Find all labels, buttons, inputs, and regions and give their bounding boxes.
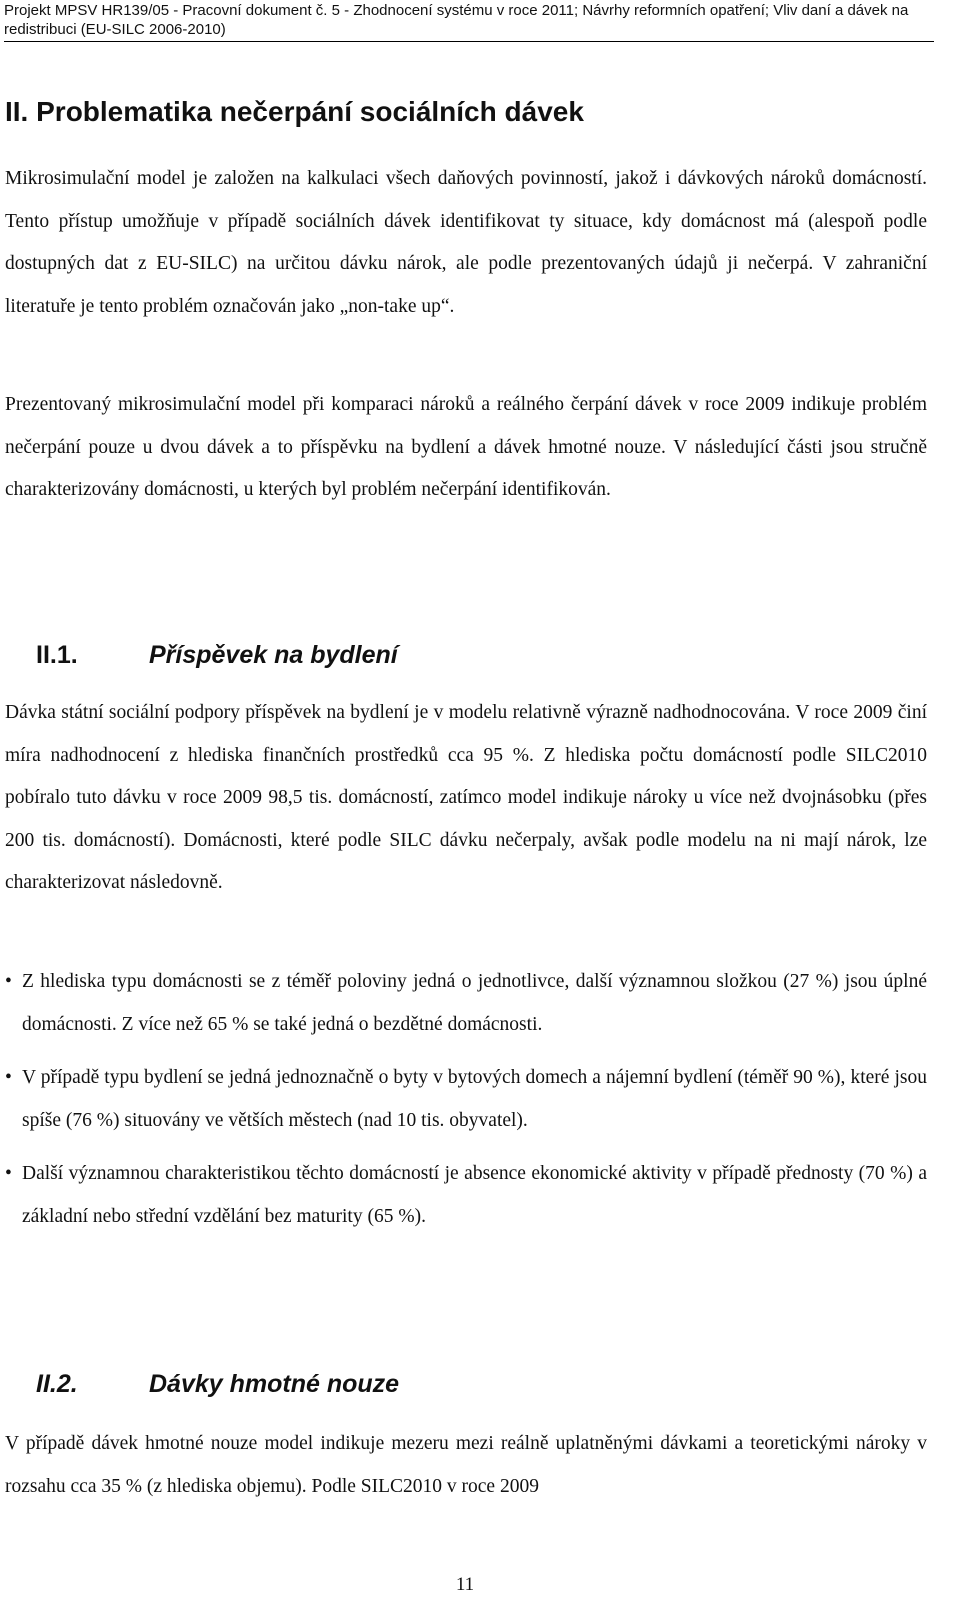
material-need-paragraph: V případě dávek hmotné nouze model indikuje mezeru mezi reálně uplatněnými dávkami a teoretickými nároky v rozsahu cca 35 % (z hlediska objemu). Podle SILC2010 v roce 2009 [5, 1433, 927, 1497]
subsection-title: Dávky hmotné nouze [149, 1370, 400, 1398]
list-item-text: Další významnou charakteristikou těchto domácností je absence ekonomické aktivity v případě přednosty (70 %) a základní nebo střední vzdělání bez maturity (65 %). [22, 1163, 927, 1227]
section-title: II. Problematika nečerpání sociálních dávek [5, 96, 584, 127]
header-line-1: Projekt MPSV HR139/05 - Pracovní dokument č. 5 - Zhodnocení systému v roce 2011; Návrhy reformních opatření; Vliv daní a dávek na [4, 2, 909, 19]
list-item-text: Z hlediska typu domácnosti se z téměř poloviny jedná o jednotlivce, další významnou složkou (27 %) jsou úplné domácnosti. Z více než 65 % se také jedná o bezdětné domácnosti. [22, 971, 927, 1035]
housing-paragraph: Dávka státní sociální podpory příspěvek na bydlení je v modelu relativně výrazně nadhodnocována. V roce 2009 činí míra nadhodnocení z hlediska finančních prostředků cca 95 %. Z hlediska počtu domácností podle SILC2010 pobíralo tuto dávku v roce 2009 98,5 tis. domácností, zatímco model indikuje nároky u více než dvojnásobku (přes 200 tis. domácností). Domácnosti, které podle SILC dávku nečerpaly, avšak podle modelu na ni mají nárok, lze charakterizovat následovně. [5, 702, 927, 893]
subsection-number: II.2. [36, 1370, 78, 1398]
page-number: 11 [455, 1574, 475, 1595]
subsection-heading-material-need [36, 1367, 399, 1401]
list-item [5, 1153, 927, 1238]
intro-paragraph: Mikrosimulační model je založen na kalkulaci všech daňových povinností, jakož i dávkových nároků domácností. Tento přístup umožňuje v případě sociálních dávek identifikovat ty situace, kdy domácnost má (alespoň podle dostupných dat z EU-SILC) na určitou dávku nárok, ale podle prezentovaných údajů ji nečerpá. V zahraniční literatuře je tento problém označován jako „non-take up“. [5, 168, 927, 317]
subsection-title: Příspěvek na bydlení [149, 641, 398, 669]
subsection-heading-housing [36, 638, 398, 672]
housing-bullet-list [5, 961, 927, 1238]
list-item-text: V případě typu bydlení se jedná jednoznačně o byty v bytových domech a nájemní bydlení (téměř 90 %), které jsou spíše (76 %) situovány ve větších městech (nad 10 tis. obyvatel). [22, 1067, 927, 1131]
model-paragraph: Prezentovaný mikrosimulační model při komparaci nároků a reálného čerpání dávek v roce 2009 indikuje problém nečerpání pouze u dvou dávek a to příspěvku na bydlení a dávek hmotné nouze. V následující části jsou stručně charakterizovány domácnosti, u kterých byl problém nečerpání identifikován. [5, 394, 927, 500]
list-item [5, 1057, 927, 1142]
bullet-icon: • [5, 1163, 12, 1184]
bullet-icon: • [5, 1067, 12, 1088]
bullet-icon: • [5, 971, 12, 992]
subsection-number: II.1. [36, 641, 78, 669]
running-header [4, 0, 934, 42]
list-item [5, 961, 927, 1046]
header-line-2: redistribuci (EU-SILC 2006-2010) [4, 21, 226, 38]
